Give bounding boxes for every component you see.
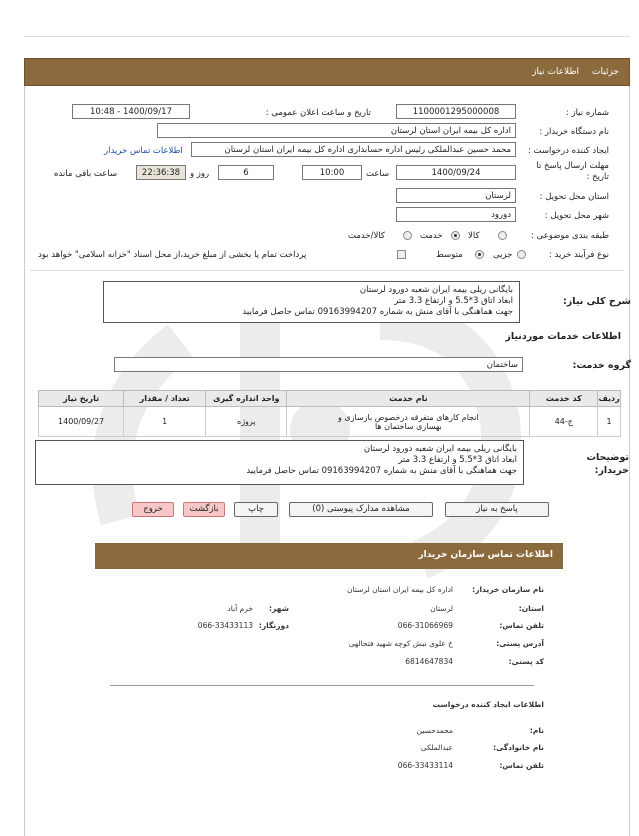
name-label: نام: [529, 726, 544, 735]
cell-qty: 1 [124, 407, 206, 437]
col-name: نام خدمت [287, 391, 530, 407]
table-row[interactable] [39, 407, 621, 437]
cell-unit: پروژه [206, 407, 287, 437]
postal-value: 6814647834 [405, 657, 453, 666]
services-table [38, 390, 621, 437]
fax-value: 066-33433113 [197, 621, 253, 630]
radio-goods[interactable] [498, 231, 507, 240]
cell-name-line-1: انجام کارهای متفرقه درخصوص بازسازی و [337, 412, 479, 422]
org-label: نام سازمان خریدار: [472, 585, 544, 594]
treasury-checkbox[interactable] [397, 250, 406, 259]
radio-medium-label: متوسط [436, 250, 463, 260]
radio-service-label: خدمت [420, 231, 443, 241]
fax-label: دورنگار: [258, 621, 289, 630]
creator-info-title: اطلاعات ایجاد کننده درخواست [432, 700, 544, 709]
buyer-contact-link[interactable]: اطلاعات تماس خریدار [104, 146, 183, 156]
top-divider [24, 36, 630, 37]
col-unit: واحد اندازه گیری [206, 391, 287, 407]
creator-label: ایجاد کننده درخواست : [527, 146, 609, 156]
cell-name-line-2: بهسازی ساختمان ها [374, 421, 442, 431]
buyer-notes-label: توضیحات خریدار: [586, 452, 629, 476]
creator-field[interactable]: محمد حسین عبدالملکی رئیس اداره حسابداری اداره کل بیمه ایران استان لرستان [191, 142, 516, 157]
org-value: اداره کل بیمه ایران استان لرستان [346, 585, 453, 594]
radio-service[interactable] [451, 231, 460, 240]
tab-details[interactable]: جزئیات [592, 67, 619, 77]
summary-line-3: جهت هماهنگی با آقای منش به شماره 09163994207 تماس حاصل فرمایید [242, 307, 513, 317]
service-group-field[interactable]: ساختمان [114, 357, 523, 372]
summary-line-1: بایگانی ریلی بیمه ایران شعبه دورود لرستان [359, 285, 513, 295]
name-value: محمدحسین [416, 726, 453, 735]
tab-need-info[interactable]: اطلاعات نیاز [532, 67, 579, 77]
radio-minor[interactable] [517, 250, 526, 259]
family-value: عبدالملکی [420, 743, 453, 752]
service-group-label: گروه خدمت: [572, 360, 631, 371]
divider [30, 270, 624, 271]
cell-date: 1400/09/27 [39, 407, 124, 437]
contact-province-label: استان: [518, 604, 544, 613]
radio-goods-service[interactable] [403, 231, 412, 240]
col-qty: تعداد / مقدار [124, 391, 206, 407]
city-label: شهر محل تحویل : [544, 211, 609, 221]
address-value: خ علوی نبش کوچه شهید فتحالهی [348, 639, 453, 648]
category-label: طبقه بندی موضوعی : [531, 231, 609, 241]
contact-province-value: لرستان [430, 604, 453, 613]
remaining-time-field: 22:36:38 [136, 165, 186, 180]
postal-label: کد پستی: [508, 657, 544, 666]
radio-goods-service-label: کالا/خدمت [348, 231, 385, 241]
treasury-note: پرداخت تمام یا بخشی از مبلغ خرید،از محل اسناد "خزانه اسلامی" خواهد بود [38, 250, 307, 260]
day-label: روز و [190, 169, 210, 179]
buyer-notes-box[interactable] [35, 440, 524, 485]
col-code: کد خدمت [530, 391, 598, 407]
phone-value: 066-31066969 [397, 621, 453, 630]
province-label: استان محل تحویل : [539, 192, 609, 202]
contact-divider [110, 685, 534, 686]
attachments-button[interactable]: مشاهده مدارک پیوستی (0) [289, 502, 433, 517]
phone-label: تلفن تماس: [499, 621, 544, 630]
time-label: ساعت [366, 169, 390, 179]
contact-city-label: شهر: [269, 604, 289, 613]
process-label: نوع فرآیند خرید : [548, 250, 609, 260]
family-label: نام خانوادگی: [493, 743, 544, 752]
address-label: آدرس پستی: [496, 639, 544, 648]
col-row: ردیف [598, 391, 621, 407]
contact-section-header [95, 543, 563, 569]
buyer-org-field[interactable]: اداره کل بیمه ایران استان لرستان [157, 123, 516, 138]
creator-phone-label: تلفن تماس: [499, 761, 544, 770]
summary-box[interactable] [103, 281, 520, 323]
contact-title: اطلاعات تماس سازمان خریدار [418, 550, 553, 560]
col-date: تاریخ نیاز [39, 391, 124, 407]
need-number-field[interactable]: 1100001295000008 [396, 104, 516, 119]
announce-field[interactable]: 1400/09/17 - 10:48 [72, 104, 190, 119]
contact-city-value: خرم آباد [227, 604, 253, 613]
services-title: اطلاعات خدمات موردنیاز [505, 331, 621, 342]
buyer-notes-line-1: بایگانی ریلی بیمه ایران شعبه دورود لرستان [363, 444, 517, 454]
page-header [24, 58, 630, 86]
deadline-date-field[interactable]: 1400/09/24 [396, 165, 516, 180]
days-field[interactable]: 6 [218, 165, 274, 180]
remaining-label: ساعت باقی مانده [54, 169, 118, 179]
radio-medium[interactable] [475, 250, 484, 259]
buyer-notes-line-2: ابعاد اتاق 3*5.5 و ارتفاع 3.3 متر [398, 455, 517, 465]
buyer-org-label: نام دستگاه خریدار : [539, 127, 609, 137]
cell-code: ج-44 [530, 407, 598, 437]
announce-label: تاریخ و ساعت اعلان عمومی : [265, 108, 371, 118]
reply-button[interactable]: پاسخ به نیاز [445, 502, 549, 517]
deadline-time-field[interactable]: 10:00 [302, 165, 362, 180]
radio-goods-label: کالا [468, 231, 480, 241]
province-field[interactable]: لرستان [396, 188, 516, 203]
creator-phone-value: 066-33433114 [397, 761, 453, 770]
buyer-notes-line-3: جهت هماهنگی با آقای منش به شماره 09163994207 تماس حاصل فرمایید [246, 466, 517, 476]
city-field[interactable]: دورود [396, 207, 516, 222]
print-button[interactable]: چاپ [234, 502, 278, 517]
radio-minor-label: جزیی [493, 250, 513, 260]
cell-row: 1 [598, 407, 621, 437]
cell-name [287, 407, 530, 437]
deadline-label: مهلت ارسال پاسخ تا تاریخ : [536, 161, 609, 182]
exit-button[interactable]: خروج [132, 502, 174, 517]
summary-line-2: ابعاد اتاق 3*5.5 و ارتفاع 3.3 متر [394, 296, 513, 306]
need-number-label: شماره نیاز : [565, 108, 609, 118]
back-button[interactable]: بازگشت [183, 502, 225, 517]
summary-label: شرح کلی نیاز: [562, 296, 631, 307]
